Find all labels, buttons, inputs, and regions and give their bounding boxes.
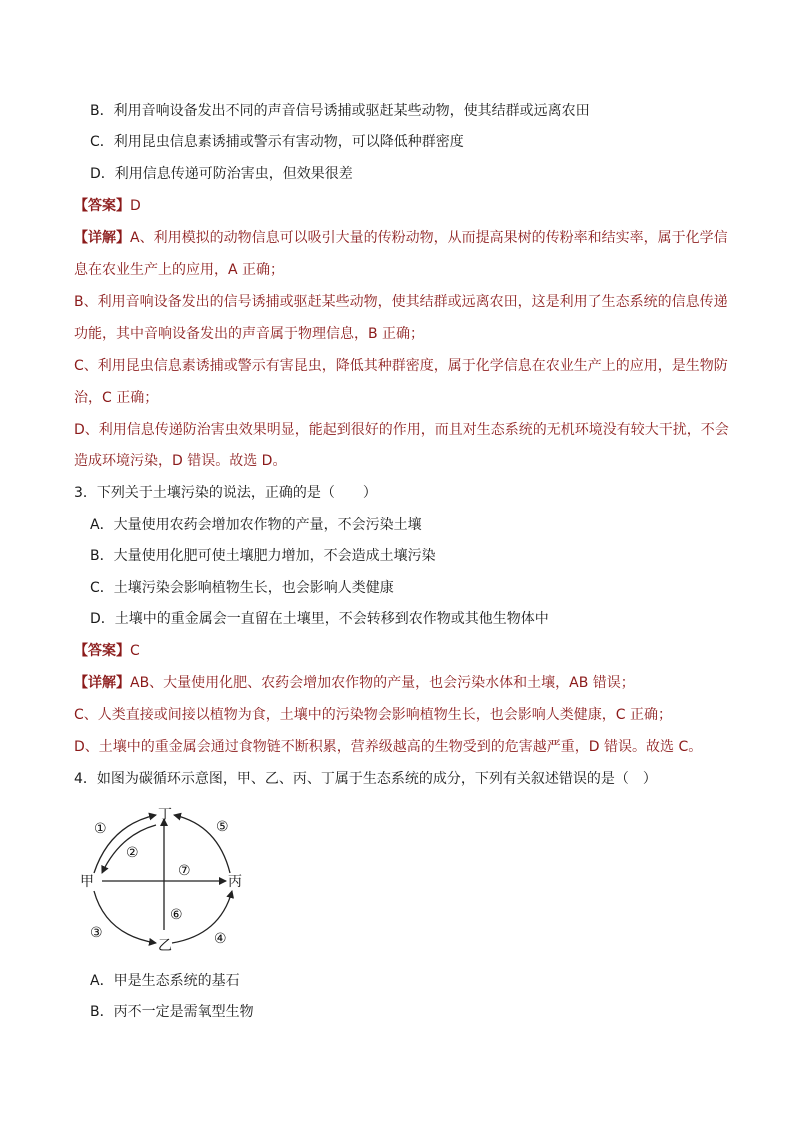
q3-explain-line-1 — [74, 673, 635, 693]
q2-answer-line — [74, 196, 141, 216]
q3-stem: 3．下列关于土壤污染的说法，正确的是（ ） — [74, 485, 377, 501]
node-ding: 丁 — [158, 807, 172, 823]
q2-explain-line-2: 息在农业生产上的应用，A 正确； — [74, 262, 285, 278]
explain-text: AB、大量使用化肥、农药会增加农作物的产量，也会污染水体和土壤，AB 错误； — [130, 675, 635, 691]
q2-option-d: D．利用信息传递可防治害虫，但效果很差 — [90, 166, 353, 182]
q3-explain-line-3: D、土壤中的重金属会通过食物链不断积累，营养级越高的生物受到的危害越严重，D 错误。故选 C。 — [74, 739, 703, 755]
label-4: ④ — [214, 931, 227, 947]
q2-explain-line-1 — [74, 228, 728, 248]
arrow-jia-to-yi — [94, 891, 156, 943]
q3-option-c: C．土壤污染会影响植物生长，也会影响人类健康 — [90, 580, 394, 596]
q3-explain-line-2: C、人类直接或间接以植物为食，土壤中的污染物会影响植物生长，也会影响人类健康，C 正确； — [74, 707, 672, 723]
label-7: ⑦ — [178, 863, 191, 879]
explain-tag: 【详解】 — [74, 230, 130, 246]
q2-explain-line-4: 功能，其中音响设备发出的声音属于物理信息，B 正确； — [74, 326, 425, 342]
q2-explain-line-7: D、利用信息传递防治害虫效果明显，能起到很好的作用，而且对生态系统的无机环境没有较大干扰，不会 — [74, 422, 729, 438]
label-1: ① — [94, 821, 107, 837]
node-yi: 乙 — [158, 938, 172, 954]
explain-tag: 【详解】 — [74, 675, 130, 691]
carbon-cycle-diagram — [80, 805, 260, 955]
q2-explain-line-8: 造成环境污染，D 错误。故选 D。 — [74, 453, 287, 469]
q2-option-b: B．利用音响设备发出不同的声音信号诱捕或驱赶某些动物，使其结群或远离农田 — [90, 103, 590, 119]
label-5: ⑤ — [216, 819, 229, 835]
q4-option-a: A．甲是生态系统的基石 — [90, 973, 240, 989]
label-6: ⑥ — [170, 907, 183, 923]
label-3: ③ — [90, 925, 103, 941]
q2-explain-line-5: C、利用昆虫信息素诱捕或警示有害昆虫，降低其种群密度，属于化学信息在农业生产上的应用，是生物防 — [74, 358, 728, 374]
q2-explain-line-6: 治，C 正确； — [74, 390, 159, 406]
q3-option-a: A．大量使用农药会增加农作物的产量，不会污染土壤 — [90, 517, 422, 533]
q3-option-b: B．大量使用化肥可使土壤肥力增加，不会造成土壤污染 — [90, 548, 436, 564]
answer-tag: 【答案】 — [74, 643, 130, 659]
q2-explain-line-3: B、利用音响设备发出的信号诱捕或驱赶某些动物，使其结群或远离农田，这是利用了生态系统的信息传递 — [74, 294, 728, 310]
explain-text: A、利用模拟的动物信息可以吸引大量的传粉动物，从而提高果树的传粉率和结实率，属于化学信 — [130, 230, 728, 246]
q4-stem: 4．如图为碳循环示意图，甲、乙、丙、丁属于生态系统的成分，下列有关叙述错误的是（ ） — [74, 771, 657, 787]
answer-tag: 【答案】 — [74, 198, 130, 214]
q3-answer-line — [74, 641, 140, 661]
node-bing: 丙 — [228, 874, 242, 890]
node-jia: 甲 — [80, 874, 94, 890]
label-2: ② — [126, 845, 139, 861]
answer-value: D — [130, 198, 141, 214]
q2-option-c: C．利用昆虫信息素诱捕或警示有害动物，可以降低种群密度 — [90, 134, 464, 150]
q4-option-b: B．丙不一定是需氧型生物 — [90, 1004, 254, 1020]
answer-value: C — [130, 643, 140, 659]
q3-option-d: D．土壤中的重金属会一直留在土壤里，不会转移到农作物或其他生物体中 — [90, 611, 549, 627]
